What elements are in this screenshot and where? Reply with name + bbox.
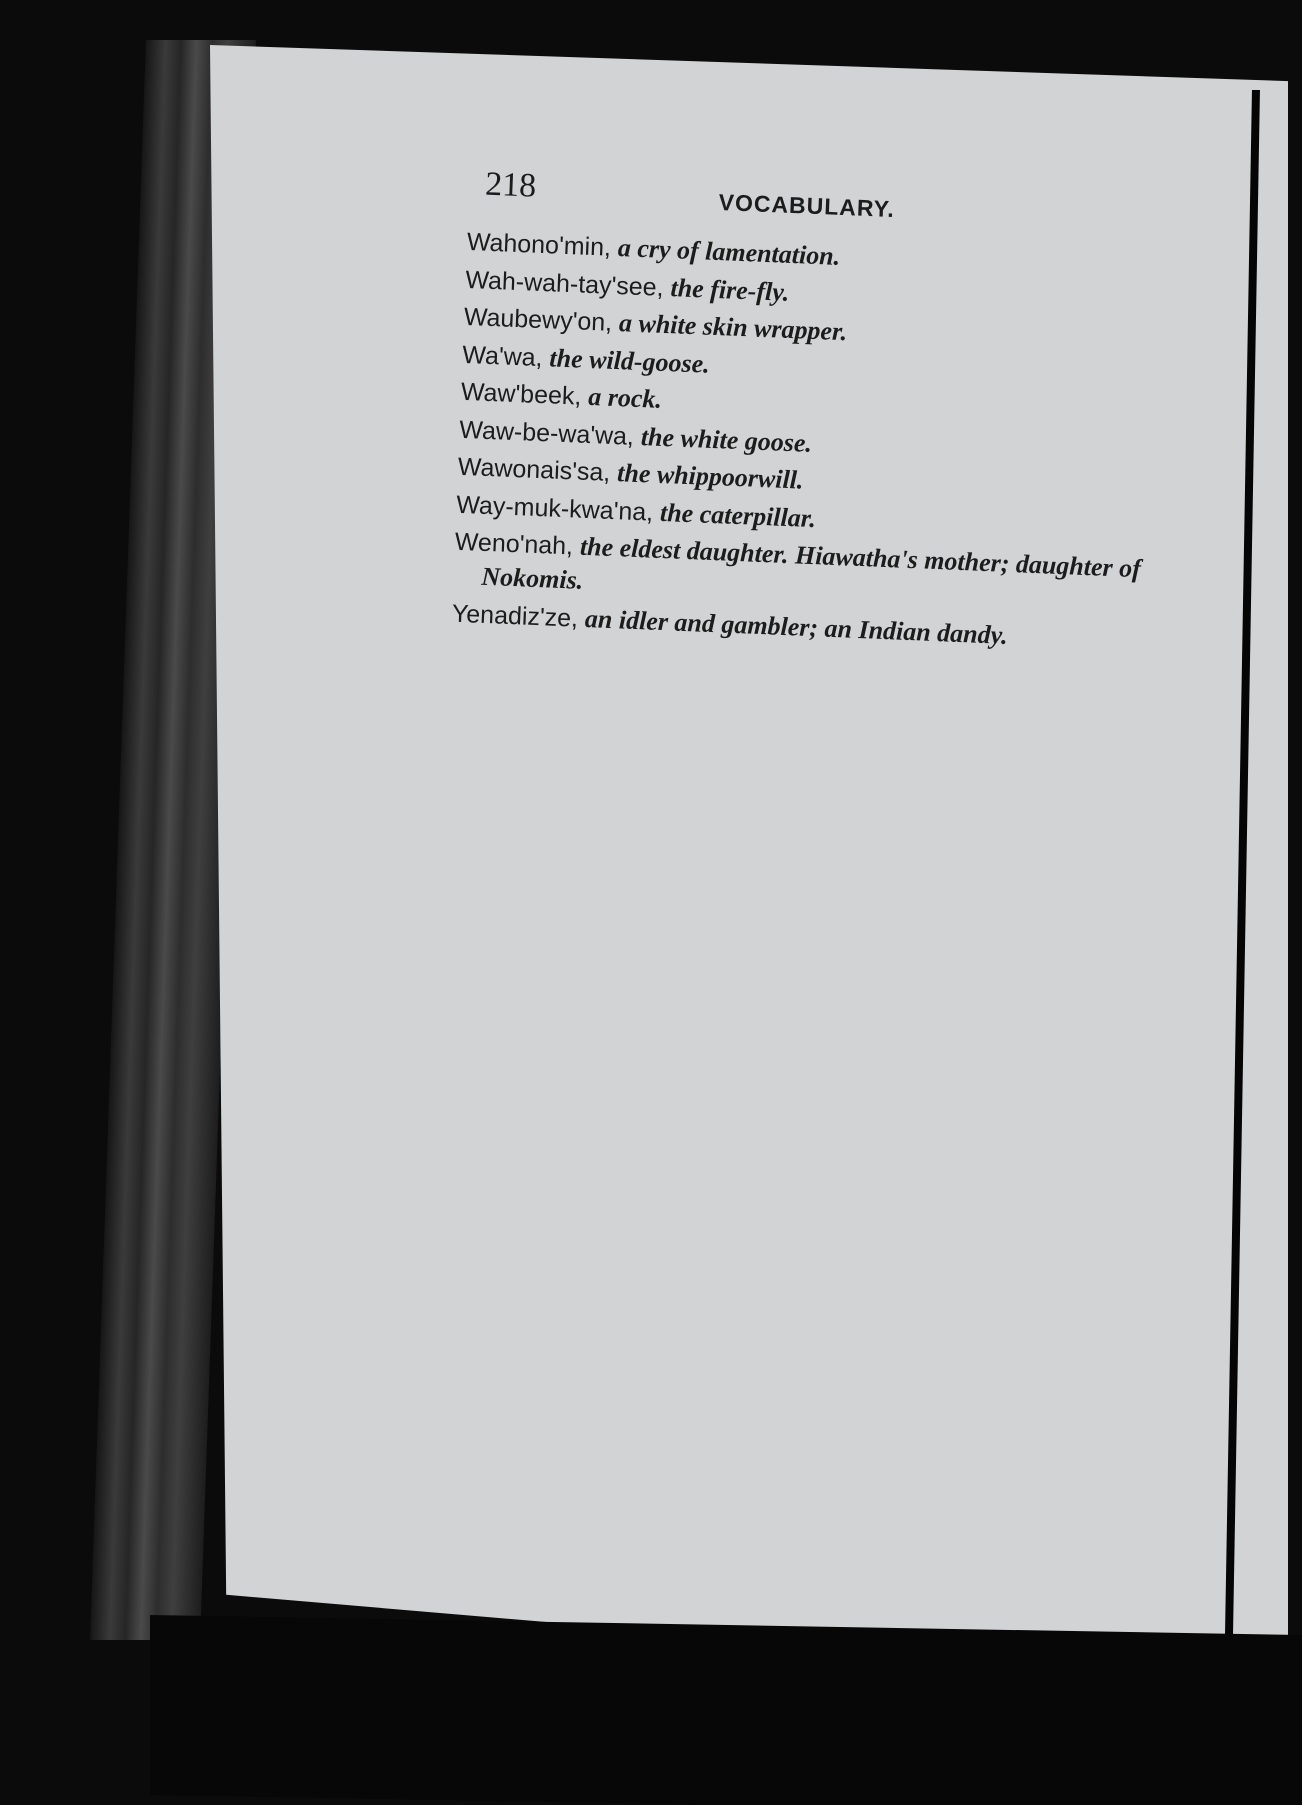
entry-term: Wahono'min, <box>466 227 612 262</box>
running-title: VOCABULARY. <box>718 189 896 223</box>
entry-definition: the eldest daughter. Hiawatha's mother; daughter of Nokomis. <box>480 531 1142 595</box>
entry-definition: a white skin wrapper. <box>618 308 848 347</box>
entry-term: Yenadiz'ze, <box>451 599 579 633</box>
entry-definition: the caterpillar. <box>659 497 817 533</box>
entry-definition: an idler and gambler; an Indian dandy. <box>584 603 1009 650</box>
page-content <box>451 165 1189 663</box>
page-number: 218 <box>484 165 537 205</box>
entry-definition: a rock. <box>587 381 663 414</box>
entry-definition: the whippoorwill. <box>616 458 805 495</box>
entry-term: Wah-wah-tay'see, <box>464 265 665 302</box>
vocabulary-list <box>451 225 1187 659</box>
entry-term: Waw'beek, <box>460 377 582 411</box>
entry-term: Wawonais'sa, <box>457 452 611 487</box>
entry-term: Waubewy'on, <box>463 302 613 337</box>
entry-definition: the wild-goose. <box>548 342 711 379</box>
entry-definition: a cry of lamentation. <box>617 233 841 271</box>
entry-term: Waw-be-wa'wa, <box>458 415 635 451</box>
entry-definition: the fire-fly. <box>670 272 790 307</box>
entry-term: Wa'wa, <box>461 340 544 372</box>
entry-term: Weno'nah, <box>454 527 574 561</box>
entry-term: Way-muk-kwa'na, <box>455 490 654 527</box>
bottom-shadow <box>150 1615 1302 1805</box>
entry-definition: the white goose. <box>640 421 813 458</box>
